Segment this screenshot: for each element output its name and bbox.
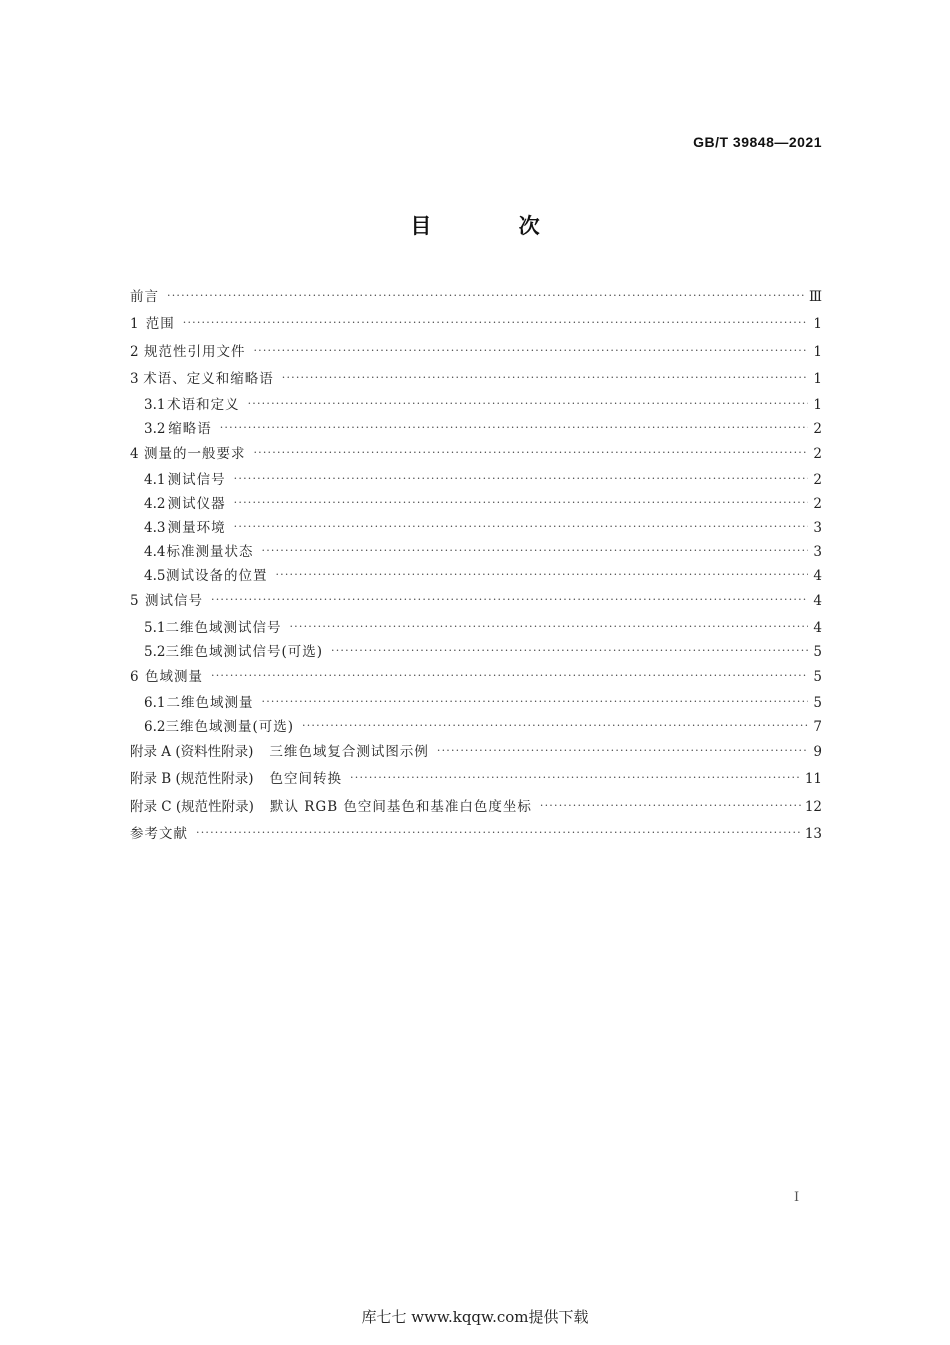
toc-entry-label: 术语和定义 [167, 397, 240, 414]
toc-entry-label: 缩略语 [168, 421, 212, 438]
toc-entry-page: 1 [813, 370, 822, 387]
dot-leader [253, 337, 808, 364]
toc-entry-5-1[interactable] [130, 616, 822, 640]
toc-entry-page: 9 [813, 744, 822, 761]
toc-entry-page: 2 [813, 496, 822, 513]
dot-leader [234, 515, 808, 539]
toc-entry-number: 5.1 [144, 619, 166, 636]
toc-entry-label: 测量环境 [167, 520, 226, 537]
dot-leader [262, 539, 808, 563]
toc-entry-number: 3 [130, 370, 139, 387]
toc-entry-number: 1 [130, 316, 139, 333]
toc-entry-label: 测试仪器 [167, 496, 226, 513]
standard-code: GB/T 39848—2021 [693, 134, 822, 150]
toc-entry-4-2[interactable] [130, 492, 822, 516]
toc-entry-appendix-c[interactable] [130, 794, 822, 821]
toc-entry-3[interactable] [130, 366, 822, 393]
toc-entry-number: 6 [130, 668, 139, 685]
toc-entry-label: 默认 RGB 色空间基色和基准白色度坐标 [269, 798, 532, 815]
toc-entry-label: 术语、定义和缩略语 [143, 370, 274, 387]
toc-entry-number: 4.2 [144, 496, 166, 513]
toc-entry-foreword[interactable] [130, 284, 822, 311]
page-number: I [794, 1190, 800, 1205]
dot-leader [220, 416, 808, 440]
toc-entry-label: 色空间转换 [269, 771, 343, 788]
toc-entry-3-2[interactable] [130, 417, 822, 441]
toc-entry-label: 三维色域测试信号(可选) [165, 643, 324, 660]
dot-leader [289, 615, 808, 639]
toc-entry-page: 12 [804, 798, 822, 815]
toc-entry-page: 2 [813, 446, 822, 463]
dot-leader [196, 819, 801, 846]
toc-entry-label: 测试信号 [145, 593, 204, 610]
dot-leader [331, 639, 808, 663]
toc-entry-appendix-a[interactable] [130, 739, 822, 766]
toc-entry-4-4[interactable] [130, 540, 822, 564]
toc-entry-label: 测试设备的位置 [165, 568, 268, 585]
toc-entry-label: 测量的一般要求 [143, 446, 246, 463]
toc-entry-label: 色域测量 [145, 668, 204, 685]
toc-entry-number: 4.5 [144, 568, 166, 585]
dot-leader [234, 467, 808, 491]
dot-leader [282, 364, 808, 391]
toc-entry-number: 3.2 [144, 421, 166, 438]
toc-entry-label: 三维色域复合测试图示例 [269, 744, 429, 761]
toc-entry-number: 3.1 [144, 397, 166, 414]
toc-entry-page: 5 [813, 668, 822, 685]
toc-entry-page: 1 [813, 343, 822, 360]
toc-entry-page: 13 [804, 825, 822, 842]
toc-entry-number: 4.4 [144, 544, 166, 561]
toc-entry-6[interactable] [130, 664, 822, 691]
toc-entry-page: 11 [804, 771, 822, 788]
toc-entry-page: Ⅲ [808, 289, 822, 305]
dot-leader [437, 737, 808, 764]
toc-entry-number: 4.1 [144, 472, 166, 489]
toc-entry-page: 4 [813, 619, 822, 636]
dot-leader [302, 714, 808, 738]
toc-entry-page: 1 [813, 397, 822, 414]
dot-leader [167, 282, 805, 309]
toc-entry-3-1[interactable] [130, 393, 822, 417]
toc-title: 目 次 [410, 214, 580, 238]
toc-entry-number: 6.1 [144, 695, 166, 712]
dot-leader [253, 439, 808, 466]
toc-entry-1[interactable] [130, 311, 822, 338]
toc-entry-page: 3 [813, 544, 822, 561]
table-of-contents [130, 284, 822, 848]
toc-entry-label: 参考文献 [130, 825, 188, 842]
toc-entry-number: 6.2 [144, 719, 166, 736]
toc-entry-label: 测试信号 [167, 472, 226, 489]
toc-entry-4-1[interactable] [130, 468, 822, 492]
toc-entry-page: 7 [813, 719, 822, 736]
toc-entry-number: 附录 C (规范性附录) [130, 798, 254, 815]
toc-entry-page: 1 [813, 316, 822, 333]
download-footer: 库七七 www.kqqw.com提供下载 [361, 1308, 589, 1326]
toc-entry-references[interactable] [130, 821, 822, 848]
toc-entry-number: 附录 A (资料性附录) [130, 744, 254, 761]
dot-leader [183, 309, 808, 336]
toc-entry-number: 5 [130, 593, 139, 610]
toc-entry-6-2[interactable] [130, 715, 822, 739]
toc-entry-label: 范围 [145, 316, 175, 333]
toc-entry-page: 2 [813, 472, 822, 489]
toc-entry-number: 4 [130, 446, 139, 463]
dot-leader [234, 491, 808, 515]
dot-leader [275, 563, 808, 587]
toc-entry-5-2[interactable] [130, 640, 822, 664]
toc-entry-appendix-b[interactable] [130, 766, 822, 793]
dot-leader [262, 690, 808, 714]
toc-entry-label: 二维色域测量 [166, 695, 254, 712]
toc-entry-6-1[interactable] [130, 691, 822, 715]
toc-entry-page: 5 [813, 695, 822, 712]
dot-leader [211, 586, 808, 613]
toc-entry-page: 4 [813, 568, 822, 585]
toc-entry-page: 4 [813, 593, 822, 610]
toc-entry-number: 2 [130, 343, 139, 360]
toc-entry-number: 4.3 [144, 520, 166, 537]
toc-entry-5[interactable] [130, 588, 822, 615]
toc-entry-2[interactable] [130, 339, 822, 366]
dot-leader [540, 792, 801, 819]
toc-entry-4-3[interactable] [130, 516, 822, 540]
toc-entry-page: 5 [813, 643, 822, 660]
toc-entry-page: 3 [813, 520, 822, 537]
toc-entry-label: 二维色域测试信号 [165, 619, 282, 636]
toc-entry-label: 标准测量状态 [166, 544, 254, 561]
toc-entry-label: 规范性引用文件 [143, 343, 246, 360]
toc-entry-page: 2 [813, 421, 822, 438]
toc-entry-4-5[interactable] [130, 564, 822, 588]
toc-entry-number: 5.2 [144, 643, 166, 660]
toc-entry-label: 前言 [130, 289, 159, 305]
dot-leader [350, 764, 801, 791]
dot-leader [211, 662, 808, 689]
dot-leader [248, 392, 808, 416]
toc-entry-label: 三维色域测量(可选) [165, 719, 295, 736]
toc-entry-number: 附录 B (规范性附录) [130, 771, 254, 788]
toc-entry-4[interactable] [130, 441, 822, 468]
